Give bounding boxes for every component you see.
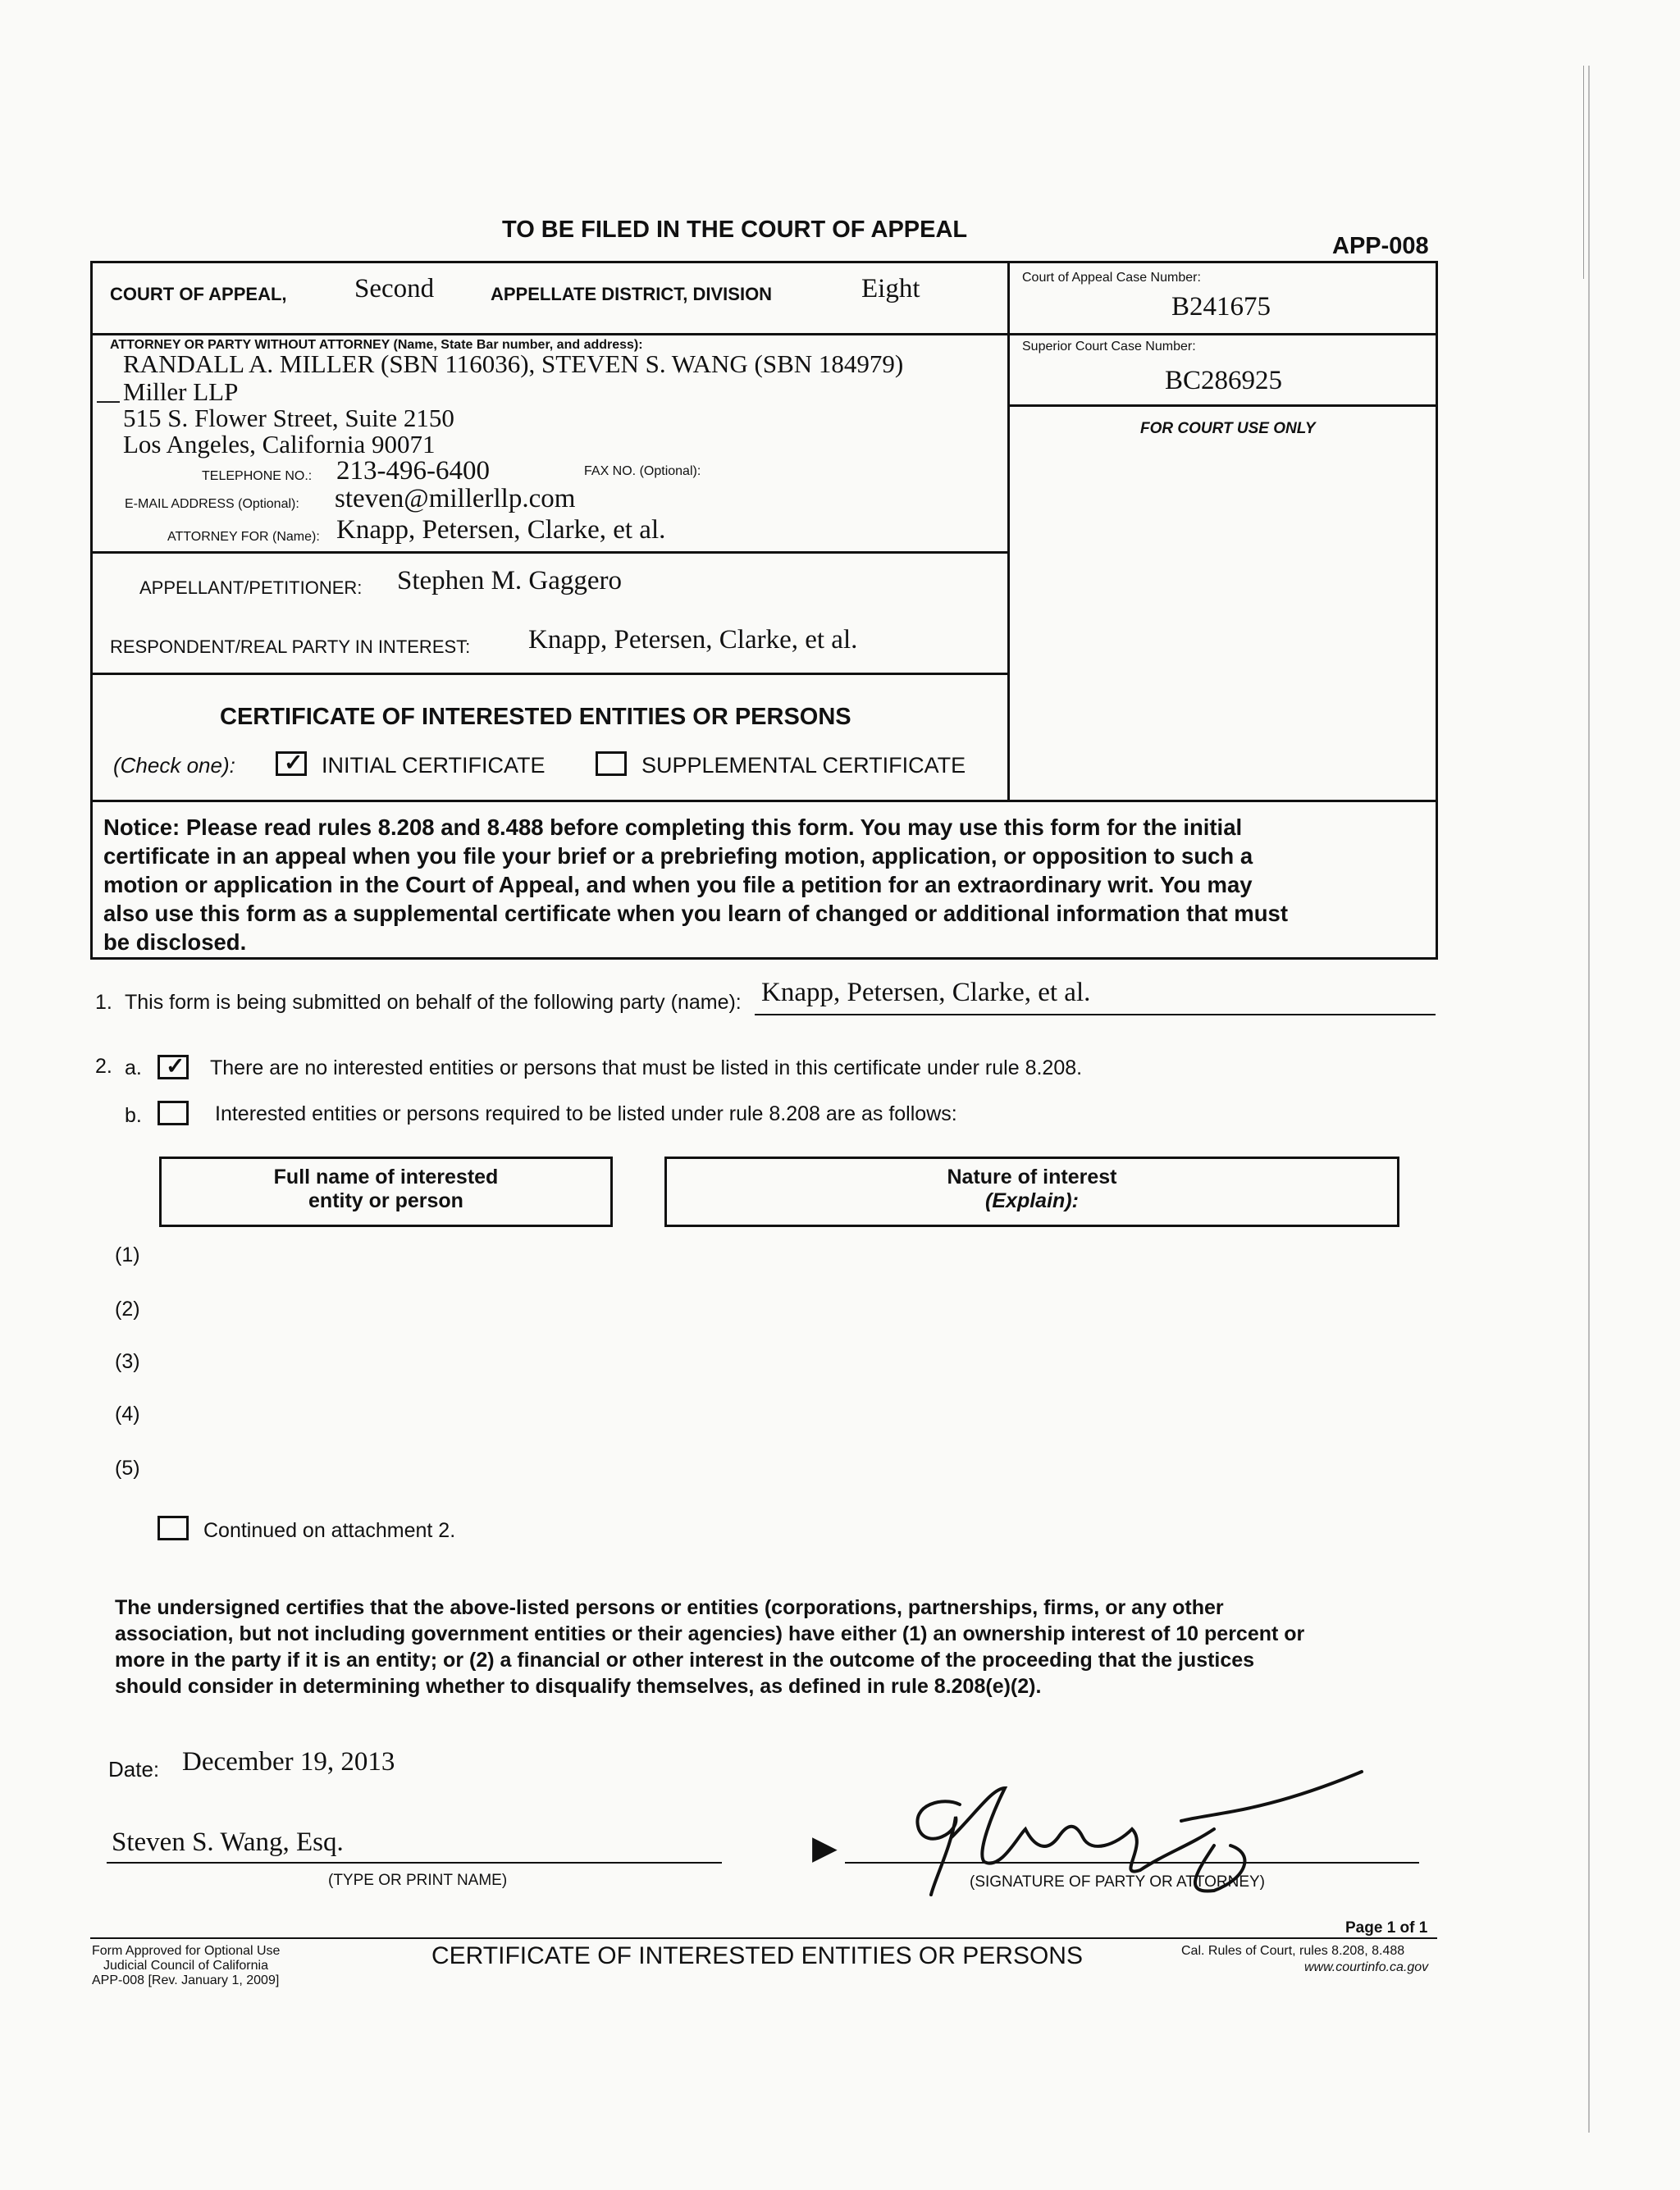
- row-number: (1): [115, 1243, 140, 1266]
- certification-line-2: association, but not including government entities or their agencies) have either (1) an ownership interest of 10 percent or: [115, 1622, 1305, 1645]
- court-use-label: FOR COURT USE ONLY: [1140, 420, 1316, 437]
- continued-label: Continued on attachment 2.: [203, 1519, 456, 1542]
- initial-certificate-label: INITIAL CERTIFICATE: [322, 753, 546, 778]
- appellant-label: APPELLANT/PETITIONER:: [139, 577, 363, 598]
- notice-line-4: also use this form as a supplemental certificate when you learn of changed or additional information that must: [103, 901, 1289, 926]
- signature-label: (SIGNATURE OF PARTY OR ATTORNEY): [970, 1873, 1265, 1891]
- row-number: (2): [115, 1298, 140, 1321]
- notice-line-2: certificate in an appeal when you file your brief or a prebriefing motion, application, or opposition to such a: [103, 843, 1253, 869]
- form-number: APP-008: [1332, 233, 1429, 259]
- check-mark-icon: ✓: [284, 750, 304, 775]
- court-label: COURT OF APPEAL,: [110, 284, 287, 304]
- row-number: (5): [115, 1457, 140, 1480]
- footer-title: CERTIFICATE OF INTERESTED ENTITIES OR PERSONS: [431, 1942, 1083, 1969]
- item-2b-text: Interested entities or persons required to be listed under rule 8.208 are as follows:: [215, 1102, 957, 1125]
- no-interested-entities-checkbox[interactable]: [158, 1055, 189, 1079]
- initial-certificate-checkbox[interactable]: [276, 751, 307, 776]
- district-value: Second: [354, 274, 435, 303]
- district-label: APPELLATE DISTRICT, DIVISION: [491, 284, 773, 304]
- attorney-for-label: ATTORNEY FOR (Name):: [167, 530, 320, 544]
- attorney-firm: Miller LLP: [123, 377, 239, 406]
- column-header-name-line-2: entity or person: [308, 1189, 463, 1212]
- approved-line-1: Form Approved for Optional Use: [92, 1944, 281, 1958]
- filing-title: TO BE FILED IN THE COURT OF APPEAL: [502, 217, 968, 243]
- check-one-label: (Check one):: [113, 753, 235, 778]
- superior-case-number: BC286925: [1165, 366, 1283, 395]
- email-value: steven@millerllp.com: [335, 484, 576, 513]
- item-2b-letter: b.: [125, 1104, 142, 1127]
- arrow-icon: ▶: [812, 1830, 838, 1866]
- continued-attachment-checkbox[interactable]: [158, 1516, 189, 1540]
- page-number: Page 1 of 1: [1345, 1919, 1428, 1937]
- scan-edge-line: [1588, 66, 1590, 2133]
- type-name-label: (TYPE OR PRINT NAME): [328, 1872, 508, 1889]
- footer-rules: Cal. Rules of Court, rules 8.208, 8.488: [1181, 1944, 1405, 1958]
- supplemental-certificate-label: SUPPLEMENTAL CERTIFICATE: [641, 753, 966, 778]
- item-2-number: 2.: [95, 1055, 112, 1078]
- superior-case-label: Superior Court Case Number:: [1022, 340, 1196, 354]
- appeal-case-label: Court of Appeal Case Number:: [1022, 271, 1201, 285]
- column-header-name: [159, 1157, 613, 1227]
- column-header-interest: [664, 1157, 1399, 1227]
- attorney-names: RANDALL A. MILLER (SBN 116036), STEVEN S. WANG (SBN 184979): [123, 349, 904, 378]
- notice-line-1: Notice: Please read rules 8.208 and 8.488 before completing this form. You may use this form for the initial: [103, 814, 1243, 840]
- item-1-text: This form is being submitted on behalf of the following party (name):: [125, 991, 742, 1014]
- item-2a-text: There are no interested entities or persons that must be listed in this certificate under rule 8.208.: [210, 1056, 1083, 1079]
- check-mark-icon: ✓: [166, 1053, 185, 1079]
- column-header-interest-line-1: Nature of interest: [947, 1166, 1117, 1189]
- column-header-name-line-1: Full name of interested: [273, 1166, 499, 1189]
- footer-website: www.courtinfo.ca.gov: [1304, 1960, 1429, 1974]
- item-1-value: Knapp, Petersen, Clarke, et al.: [761, 978, 1091, 1007]
- attorney-for-value: Knapp, Petersen, Clarke, et al.: [336, 515, 666, 545]
- approved-line-3: APP-008 [Rev. January 1, 2009]: [92, 1973, 280, 1987]
- division-value: Eight: [861, 274, 920, 303]
- printed-name: Steven S. Wang, Esq.: [112, 1827, 344, 1857]
- telephone-label: TELEPHONE NO.:: [202, 469, 313, 483]
- certification-line-1: The undersigned certifies that the above-listed persons or entities (corporations, partnerships, firms, or any other: [115, 1596, 1224, 1619]
- notice-line-5: be disclosed.: [103, 929, 247, 955]
- attorney-street: 515 S. Flower Street, Suite 2150: [123, 404, 454, 432]
- date-label: Date:: [108, 1757, 160, 1782]
- respondent-value: Knapp, Petersen, Clarke, et al.: [528, 625, 858, 655]
- interested-entities-checkbox[interactable]: [158, 1101, 189, 1125]
- certification-line-4: should consider in determining whether to disqualify themselves, as defined in rule 8.208(e)(2).: [115, 1675, 1042, 1698]
- item-2a-letter: a.: [125, 1056, 142, 1079]
- attorney-label: ATTORNEY OR PARTY WITHOUT ATTORNEY (Name, State Bar number, and address):: [110, 338, 643, 352]
- appeal-case-number: B241675: [1171, 292, 1271, 322]
- column-header-interest-line-2: (Explain):: [985, 1189, 1079, 1212]
- appellant-value: Stephen M. Gaggero: [397, 566, 623, 595]
- notice-line-3: motion or application in the Court of Appeal, and when you file a petition for an extraordinary writ. You may: [103, 872, 1253, 897]
- attorney-city: Los Angeles, California 90071: [123, 430, 436, 459]
- item-1-number: 1.: [95, 991, 112, 1014]
- row-number: (3): [115, 1350, 140, 1373]
- certificate-title: CERTIFICATE OF INTERESTED ENTITIES OR PERSONS: [220, 704, 851, 730]
- scan-edge-line: [1583, 66, 1584, 279]
- date-value: December 19, 2013: [182, 1747, 395, 1777]
- certification-line-3: more in the party if it is an entity; or (2) a financial or other interest in the outcome of the proceeding that the justices: [115, 1649, 1255, 1672]
- supplemental-certificate-checkbox[interactable]: [596, 751, 627, 776]
- respondent-label: RESPONDENT/REAL PARTY IN INTEREST:: [110, 636, 471, 657]
- row-number: (4): [115, 1403, 140, 1426]
- approved-line-2: Judicial Council of California: [103, 1959, 268, 1973]
- email-label: E-MAIL ADDRESS (Optional):: [125, 497, 299, 511]
- telephone-value: 213-496-6400: [336, 456, 490, 486]
- fax-label: FAX NO. (Optional):: [584, 464, 701, 478]
